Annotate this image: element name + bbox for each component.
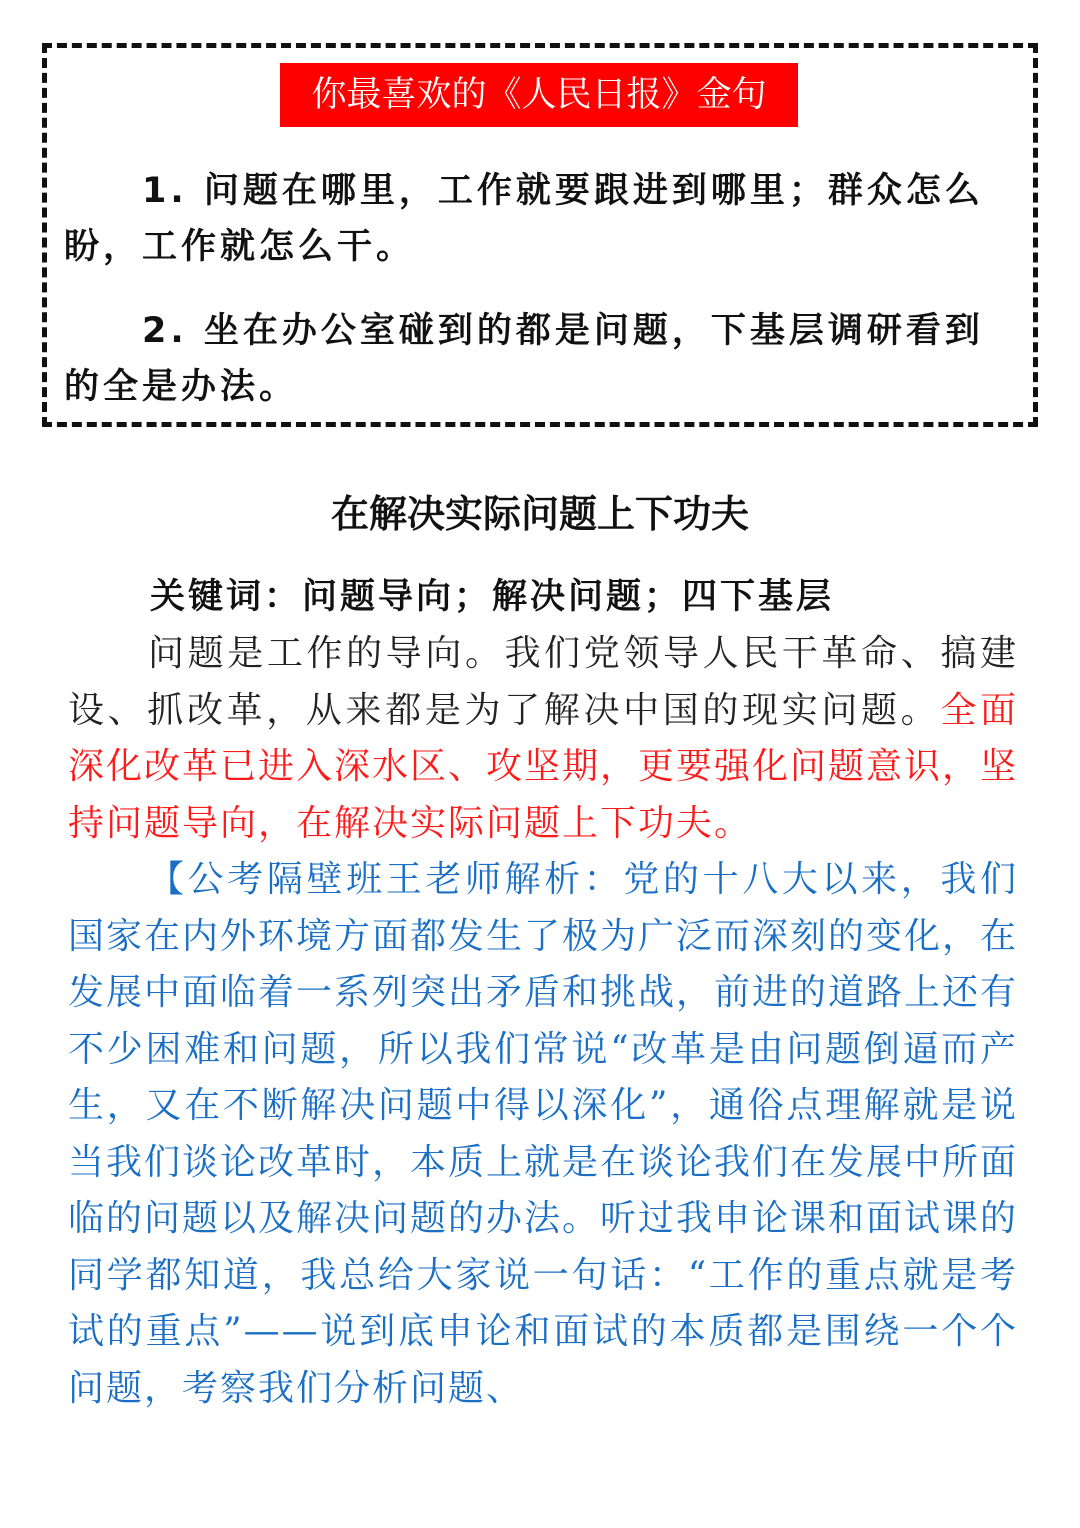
quote-box-title: 你最喜欢的《人民日报》金句 (280, 63, 798, 127)
article-title: 在解决实际问题上下功夫 (330, 491, 749, 536)
quote-item-2: 2. 坐在办公室碰到的都是问题，下基层调研看到的全是办法。 (64, 311, 984, 407)
paragraph-1-normal-text: 问题是工作的导向。我们党领导人民干革命、搞建设、抓改革，从来都是为了解决中国的现实问题。 (68, 633, 1018, 731)
article-analysis-paragraph: 【公考隔壁班王老师解析：党的十八大以来，我们国家在内外环境方面都发生了极为广泛而深刻的变化，在发展中面临着一系列突出矛盾和挑战，前进的道路上还有不少困难和问题，所以我们常说“改革是由问题倒逼而产生，又在不断解决问题中得以深化”，通俗点理解就是说当我们谈论改革时，本质上就是在谈论我们在发展中所面临的问题以及解决问题的办法。听过我申论课和面试课的同学都知道，我总给大家说一句话：“工作的重点就是考试的重点”——说到底申论和面试的本质都是围绕一个个问题，考察我们分析问题、 (68, 859, 1019, 1409)
paragraph-1-highlight-text: 全面深化改革已进入深水区、攻坚期，更要强化问题意识，坚持问题导向，在解决实际问题上下功夫。 (68, 689, 1019, 844)
article-keywords: 关键词：问题导向；解决问题；四下基层 (150, 576, 835, 617)
quote-item-1: 1. 问题在哪里，工作就要跟进到哪里；群众怎么盼，工作就怎么干。 (64, 171, 984, 267)
article-paragraph-1 (68, 626, 1018, 852)
